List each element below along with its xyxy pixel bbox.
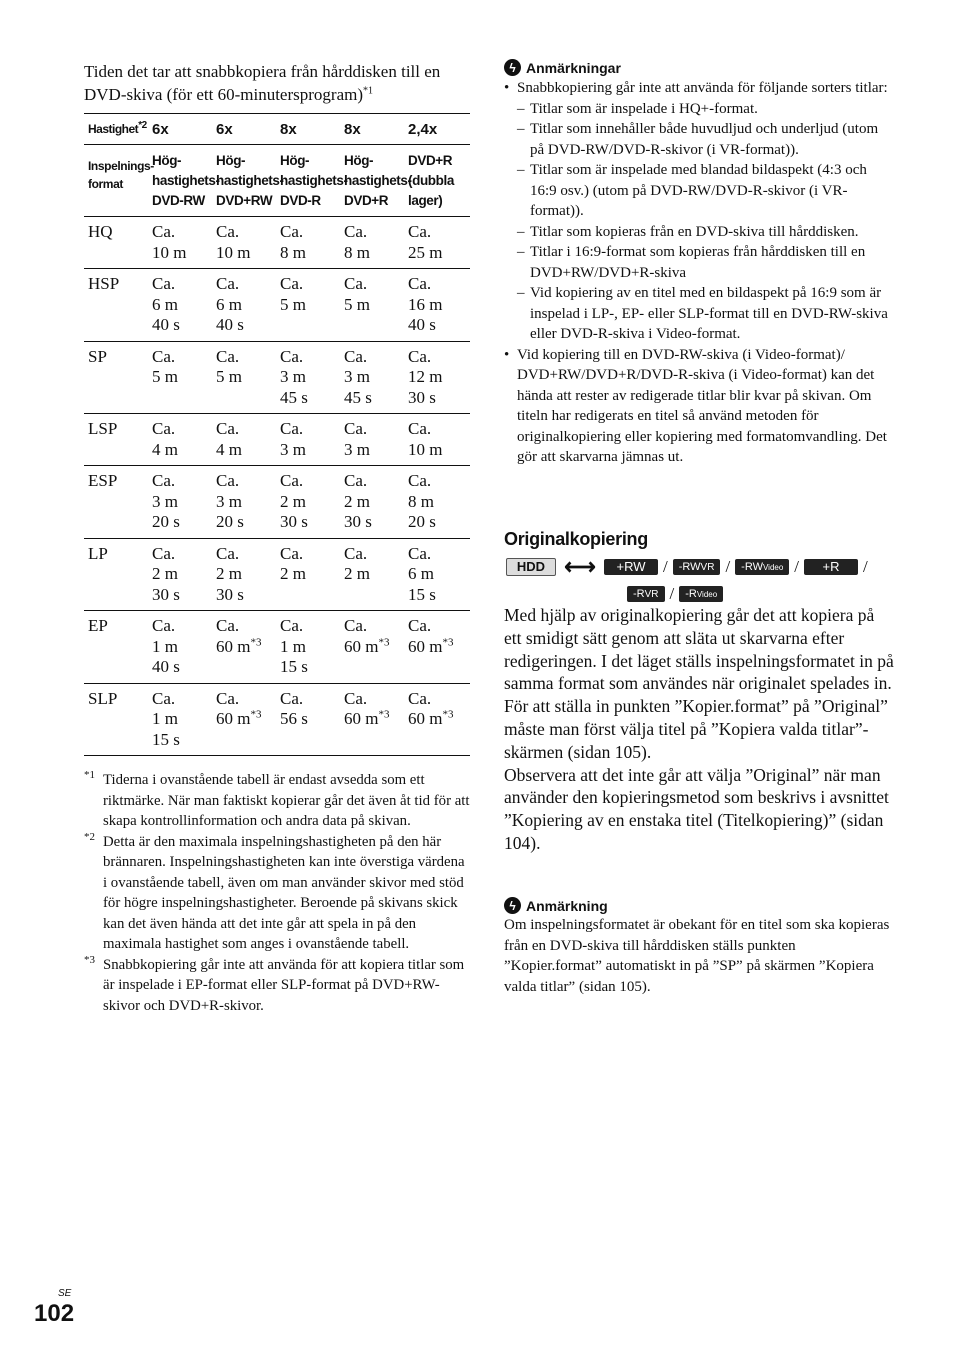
language-code: SE bbox=[58, 1288, 72, 1299]
mode-cell: HQ bbox=[84, 217, 148, 269]
format-cell: DVD+R (dubbla lager) bbox=[404, 145, 470, 217]
separator: / bbox=[725, 557, 731, 576]
time-cell: Ca. 25 m bbox=[404, 217, 470, 269]
plus-rw-badge: +RW bbox=[604, 559, 658, 575]
time-cell: Ca. 2 m 30 s bbox=[276, 466, 340, 539]
format-cell: Hög- hastighets- DVD+RW bbox=[212, 145, 276, 217]
time-cell: Ca. 2 m bbox=[276, 538, 340, 611]
table-row bbox=[84, 341, 470, 414]
time-cell: Ca. 8 m bbox=[340, 217, 404, 269]
section-heading: Originalkopiering bbox=[504, 529, 648, 549]
footnote-text: Snabbkopiering går inte att använda för att kopiera titlar som är inspelade i EP-format eller SLP-format på DVD+RW-skivor och DVD+R-skivor. bbox=[103, 956, 465, 1014]
time-cell: Ca. 10 m bbox=[404, 414, 470, 466]
rw-video-badge: -RWVideo bbox=[735, 559, 789, 575]
copy-time-table bbox=[84, 113, 470, 756]
footnote-text: Tiderna i ovanstående tabell är endast avsedda som ett riktmärke. När man faktiskt kopierar går det även åt tid för att skapa kontrollinformation och andra data på skivan. bbox=[103, 772, 470, 829]
footnote bbox=[84, 955, 470, 1017]
disc-badges-row bbox=[506, 554, 868, 579]
time-cell: Ca. 10 m bbox=[212, 217, 276, 269]
speed-cell: 8x bbox=[276, 114, 340, 145]
time-cell: Ca. 1 m 40 s bbox=[148, 611, 212, 684]
footnote-ref: *3 bbox=[442, 635, 454, 648]
section-body bbox=[504, 604, 896, 855]
time-cell: Ca. 60 $m^{*3}$ bbox=[340, 683, 404, 756]
mode-cell: EP bbox=[84, 611, 148, 684]
table-row bbox=[84, 466, 470, 539]
time-cell: Ca. 8 m bbox=[276, 217, 340, 269]
time-cell: Ca. 6 m 15 s bbox=[404, 538, 470, 611]
note-icon: ϟ bbox=[504, 59, 521, 76]
time-cell: Ca. 6 m 40 s bbox=[148, 269, 212, 342]
footnote-ref: *3 bbox=[378, 708, 390, 721]
time-cell: Ca. 1 m 15 s bbox=[148, 683, 212, 756]
table-row bbox=[84, 683, 470, 756]
time-cell: Ca. 60 $m^{*3}$ bbox=[404, 683, 470, 756]
note-text: Om inspelningsformatet är obekant för en titel som ska kopieras från en DVD-skiva till hårddisken ställs punkten ”Kopier.format” automatiskt in på ”SP” på skärmen ”Kopiera valda titlar” (sidan 105). bbox=[504, 917, 890, 995]
speed-cell: 6x bbox=[212, 114, 276, 145]
plus-r-badge: +R bbox=[804, 559, 858, 575]
notes-section bbox=[504, 59, 894, 468]
time-cell: Ca. 16 m 40 s bbox=[404, 269, 470, 342]
footnote-ref: *3 bbox=[442, 708, 454, 721]
time-cell: Ca. 5 m bbox=[148, 341, 212, 414]
separator: / bbox=[669, 584, 675, 603]
time-cell: Ca. 60 $m^{*3}$ bbox=[212, 683, 276, 756]
time-cell: Ca. 60 $m^{*3}$ bbox=[340, 611, 404, 684]
format-label: Inspelnings- format bbox=[84, 145, 148, 217]
dash-item: – Titlar som är inspelade med blandad bildaspekt (4:3 och 16:9 osv.) (utom på DVD-RW/DVD-R-skivor (i VR-format)). bbox=[517, 160, 894, 222]
rw-vr-badge: -RWVR bbox=[673, 559, 721, 575]
footnote-ref: *3 bbox=[250, 635, 262, 648]
table-row bbox=[84, 414, 470, 466]
footnote-ref: *1 bbox=[363, 85, 374, 97]
footnote-mark: *2 bbox=[84, 830, 95, 843]
time-cell: Ca. 6 m 40 s bbox=[212, 269, 276, 342]
separator: / bbox=[863, 557, 868, 576]
note-title: Anmärkning bbox=[526, 897, 608, 914]
time-cell: Ca. 3 m 45 s bbox=[276, 341, 340, 414]
notes-title: Anmärkningar bbox=[526, 59, 621, 76]
mode-cell: ESP bbox=[84, 466, 148, 539]
mode-cell: LP bbox=[84, 538, 148, 611]
paragraph: Observera att det inte går att välja ”Original” när man använder den kopieringsmetod som beskrivs i avsnittet ”Kopiering av en enstaka titel (Titelkopiering)” (sidan 104). bbox=[504, 764, 889, 853]
footnote-ref: *3 bbox=[378, 635, 390, 648]
time-cell: Ca. 1 m 15 s bbox=[276, 611, 340, 684]
note-heading bbox=[504, 897, 896, 914]
dash-item: – Vid kopiering av en titel med en bildaspekt på 16:9 som är inspelad i LP-, EP- eller SLP-format till en DVD-RW-skiva eller DVD-R-skiva i Video-format. bbox=[517, 283, 894, 345]
dash-item: – Titlar som innehåller både huvudljud och underljud (utom på DVD-RW/DVD-R-skivor (i VR-format)). bbox=[517, 119, 894, 160]
time-cell: Ca. 2 m bbox=[340, 538, 404, 611]
paragraph: Med hjälp av originalkopiering går det att kopiera på ett smidigt sätt genom att släta ut skarvarna efter redigeringen. I det läget ställs inspelningsformatet in på samma format som användes när originalet spelades in. bbox=[504, 605, 894, 694]
time-cell: Ca. 3 m bbox=[276, 414, 340, 466]
time-cell: Ca. 5 m bbox=[212, 341, 276, 414]
footnote-text: Detta är den maximala inspelningshastigheten på den här brännaren. Inspelningshastigheten kan inte överstiga värdena i ovanstående tabell, även om man använder skivor med stöd för högre inspelningshastigheter. Beroende på skivans skick kan det även hända att det inte går att spela in på den maximala hastighet som anges i ovanstående tabell. bbox=[103, 833, 465, 952]
time-cell: Ca. 3 m 20 s bbox=[148, 466, 212, 539]
table-row bbox=[84, 217, 470, 269]
mode-cell: LSP bbox=[84, 414, 148, 466]
mode-cell: HSP bbox=[84, 269, 148, 342]
time-cell: Ca. 3 m 20 s bbox=[212, 466, 276, 539]
time-cell: Ca. 4 m bbox=[148, 414, 212, 466]
footnote bbox=[84, 770, 470, 832]
note-icon: ϟ bbox=[504, 897, 521, 914]
time-cell: Ca. 60 $m^{*3}$ bbox=[212, 611, 276, 684]
format-cell: Hög- hastighets- DVD-R bbox=[276, 145, 340, 217]
table-body bbox=[84, 217, 470, 756]
time-cell: Ca. 5 m bbox=[276, 269, 340, 342]
time-cell: Ca. 2 m 30 s bbox=[148, 538, 212, 611]
time-cell: Ca. 60 $m^{*3}$ bbox=[404, 611, 470, 684]
speed-cell: 2,4x bbox=[404, 114, 470, 145]
time-cell: Ca. 8 m 20 s bbox=[404, 466, 470, 539]
notes-heading bbox=[504, 59, 894, 76]
format-cell: Hög- hastighets- DVD+R bbox=[340, 145, 404, 217]
mode-cell: SLP bbox=[84, 683, 148, 756]
speed-header-row bbox=[84, 114, 470, 145]
bullet-item: • Vid kopiering till en DVD-RW-skiva (i Video-format)/ DVD+RW/DVD+R/DVD-R-skiva (i Video-format) kan det hända att rester av redigerade titlar blir kvar på skivan. Om titeln har redigerats en titel så använd metoden för originalkopiering eller kopiering med formatomvandling. Det gör att skarvarna jämnas ut. bbox=[504, 345, 894, 468]
time-cell: Ca. 56 s bbox=[276, 683, 340, 756]
time-cell: Ca. 12 m 30 s bbox=[404, 341, 470, 414]
separator: / bbox=[794, 557, 800, 576]
footnote-mark: *1 bbox=[84, 769, 95, 781]
speed-cell: 6x bbox=[148, 114, 212, 145]
speed-cell: 8x bbox=[340, 114, 404, 145]
format-cell: Hög- hastighets- DVD-RW bbox=[148, 145, 212, 217]
table-row bbox=[84, 269, 470, 342]
time-cell: Ca. 5 m bbox=[340, 269, 404, 342]
dash-item: – Titlar i 16:9-format som kopieras från hårddisken till en DVD+RW/DVD+R-skiva bbox=[517, 242, 894, 283]
page-number: 102 bbox=[34, 1300, 75, 1327]
intro-text: Tiden det tar att snabbkopiera från hårddisken till en DVD-skiva (för ett 60-minutersprogram) bbox=[84, 62, 441, 104]
footnote-ref: *3 bbox=[250, 708, 262, 721]
format-header-row bbox=[84, 145, 470, 217]
time-cell: Ca. 3 m bbox=[340, 414, 404, 466]
table-row bbox=[84, 538, 470, 611]
paragraph: För att ställa in punkten ”Kopier.format” på ”Original” måste man först välja titel på ”Kopiera valda titlar”-skärmen (sidan 105). bbox=[504, 696, 888, 762]
mode-cell: SP bbox=[84, 341, 148, 414]
time-cell: Ca. 10 m bbox=[148, 217, 212, 269]
time-cell: Ca. 2 m 30 s bbox=[212, 538, 276, 611]
double-arrow-icon: ⟷ bbox=[564, 554, 596, 579]
footnote bbox=[84, 832, 470, 955]
disc-badges-row bbox=[627, 584, 723, 604]
footnote-mark: *3 bbox=[84, 953, 95, 966]
time-cell: Ca. 4 m bbox=[212, 414, 276, 466]
dash-item: – Titlar som kopieras från en DVD-skiva till hårddisken. bbox=[517, 222, 894, 243]
notes-list bbox=[504, 78, 894, 468]
bullet-item: • Snabbkopiering går inte att använda för följande sorters titlar: bbox=[504, 78, 894, 99]
footnotes bbox=[84, 770, 470, 1016]
separator: / bbox=[663, 557, 668, 576]
r-vr-badge: -RVR bbox=[627, 586, 665, 602]
intro-paragraph bbox=[84, 60, 474, 106]
hdd-badge: HDD bbox=[506, 558, 556, 576]
note-section bbox=[504, 897, 896, 997]
speed-label: Hastighet$^{*2}$ bbox=[84, 114, 148, 145]
r-video-badge: -RVideo bbox=[679, 586, 723, 602]
dash-item: – Titlar som är inspelade i HQ+-format. bbox=[517, 99, 894, 120]
time-cell: Ca. 2 m 30 s bbox=[340, 466, 404, 539]
table-row bbox=[84, 611, 470, 684]
time-cell: Ca. 3 m 45 s bbox=[340, 341, 404, 414]
